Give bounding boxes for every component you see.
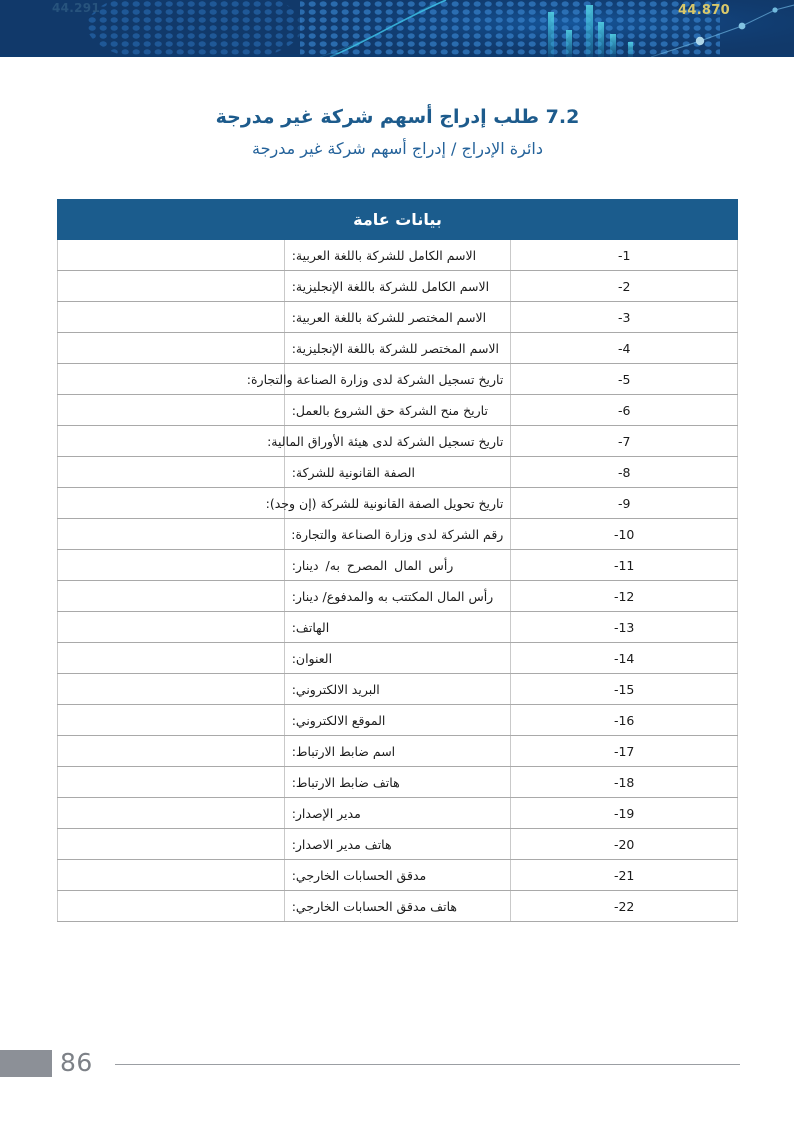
table-row — [58, 271, 738, 302]
field-label: الاسم الكامل للشركة باللغة العربية: — [291, 247, 477, 263]
field-label-cell — [284, 674, 511, 705]
field-value-cell[interactable] — [58, 395, 285, 426]
field-label: تاريخ منح الشركة حق الشروع بالعمل: — [291, 402, 488, 418]
table-row — [58, 395, 738, 426]
table-row — [58, 767, 738, 798]
field-label: الاسم المختصر للشركة باللغة العربية: — [291, 309, 487, 325]
field-value-cell[interactable] — [58, 333, 285, 364]
row-number: -9 — [511, 488, 738, 519]
table-row — [58, 364, 738, 395]
row-number: -8 — [511, 457, 738, 488]
page-title: 7.2 طلب إدراج أسهم شركة غير مدرجة — [215, 106, 580, 128]
field-label: الصفة القانونية للشركة: — [291, 464, 415, 480]
row-number: -16 — [511, 705, 738, 736]
footer-divider-rule — [115, 1064, 740, 1065]
field-label-cell — [284, 519, 511, 550]
page-subtitle: دائرة الإدراج / إدراج أسهم شركة غير مدرجة — [252, 138, 543, 158]
row-number: -14 — [511, 643, 738, 674]
field-value-cell[interactable] — [58, 457, 285, 488]
field-label-cell — [284, 891, 511, 922]
field-label: هاتف مدير الاصدار: — [291, 836, 392, 852]
field-label-cell — [284, 767, 511, 798]
field-value-cell[interactable] — [58, 767, 285, 798]
row-number: -11 — [511, 550, 738, 581]
field-label: البريد الالكتروني: — [291, 681, 380, 697]
row-number: -20 — [511, 829, 738, 860]
field-label: تاريخ تسجيل الشركة لدى وزارة الصناعة والتجارة: — [246, 371, 504, 387]
field-label-cell — [284, 581, 511, 612]
field-label-cell — [265, 488, 511, 519]
field-value-cell[interactable] — [58, 550, 285, 581]
page-footer — [0, 1046, 794, 1086]
row-number: -7 — [511, 426, 738, 457]
field-label: مدقق الحسابات الخارجي: — [291, 867, 427, 883]
banner-graphic — [0, 0, 794, 57]
field-label-cell — [246, 364, 511, 395]
field-value-cell[interactable] — [58, 798, 285, 829]
table-section-header-row — [58, 200, 738, 240]
field-label-cell — [284, 860, 511, 891]
field-label-cell — [284, 271, 511, 302]
field-label-cell — [284, 395, 511, 426]
footer-color-block — [0, 1050, 52, 1077]
field-label: رأس المال المكتتب به والمدفوع/ دينار: — [291, 588, 494, 604]
field-value-cell[interactable] — [58, 519, 285, 550]
row-number: -19 — [511, 798, 738, 829]
field-label-cell — [284, 643, 511, 674]
field-label-cell — [284, 736, 511, 767]
field-label: رأس المال المصرح به/ دينار: — [291, 557, 454, 573]
field-value-cell[interactable] — [58, 240, 285, 271]
field-label-cell — [284, 240, 511, 271]
field-label-cell — [267, 426, 511, 457]
row-number: -5 — [511, 364, 738, 395]
field-value-cell[interactable] — [58, 302, 285, 333]
field-label: تاريخ تسجيل الشركة لدى هيئة الأوراق المالية: — [267, 433, 504, 449]
table-row — [58, 891, 738, 922]
field-value-cell[interactable] — [58, 674, 285, 705]
table-row — [58, 705, 738, 736]
row-number: -18 — [511, 767, 738, 798]
table-row — [58, 519, 738, 550]
table-row — [58, 550, 738, 581]
field-label: الاسم المختصر للشركة باللغة الإنجليزية: — [291, 340, 500, 356]
table-body — [58, 240, 738, 922]
row-number: -13 — [511, 612, 738, 643]
table-row — [58, 643, 738, 674]
field-label-cell — [284, 705, 511, 736]
title-block — [57, 105, 738, 159]
row-number: -10 — [511, 519, 738, 550]
field-label: هاتف مدقق الحسابات الخارجي: — [291, 898, 458, 914]
row-number: -17 — [511, 736, 738, 767]
table-row — [58, 581, 738, 612]
table-row — [58, 457, 738, 488]
field-value-cell[interactable] — [58, 271, 285, 302]
field-label-cell — [284, 302, 511, 333]
row-number: -22 — [511, 891, 738, 922]
banner-left-figure: 44.291 — [52, 1, 101, 15]
field-value-cell[interactable] — [58, 891, 285, 922]
field-value-cell[interactable] — [58, 488, 285, 519]
general-data-form-table — [57, 199, 738, 922]
field-label: هاتف ضابط الارتباط: — [291, 774, 400, 790]
row-number: -21 — [511, 860, 738, 891]
field-label: مدير الإصدار: — [291, 805, 361, 821]
field-label: الموقع الالكتروني: — [291, 712, 386, 728]
field-value-cell[interactable] — [58, 860, 285, 891]
row-number: -1 — [511, 240, 738, 271]
table-row — [58, 736, 738, 767]
table-row — [58, 612, 738, 643]
row-number: -6 — [511, 395, 738, 426]
field-label: العنوان: — [291, 650, 333, 666]
field-label-cell — [284, 798, 511, 829]
field-label-cell — [284, 550, 511, 581]
table-row — [58, 488, 738, 519]
top-banner — [0, 0, 794, 57]
field-label: رقم الشركة لدى وزارة الصناعة والتجارة: — [291, 526, 504, 542]
field-value-cell[interactable] — [58, 581, 285, 612]
field-label-cell — [284, 457, 511, 488]
field-value-cell[interactable] — [58, 426, 285, 457]
row-number: -12 — [511, 581, 738, 612]
section-header-general-data: بيانات عامة — [58, 200, 738, 240]
table-row — [58, 240, 738, 271]
field-label: اسم ضابط الارتباط: — [291, 743, 396, 759]
field-label-cell — [284, 829, 511, 860]
field-value-cell[interactable] — [58, 736, 285, 767]
table-row — [58, 860, 738, 891]
field-label: الهاتف: — [291, 619, 330, 635]
field-value-cell[interactable] — [58, 705, 285, 736]
page-number: 86 — [60, 1048, 93, 1077]
row-number: -4 — [511, 333, 738, 364]
row-number: -15 — [511, 674, 738, 705]
field-label-cell — [284, 333, 511, 364]
table-row — [58, 333, 738, 364]
field-value-cell[interactable] — [58, 612, 285, 643]
table-row — [58, 829, 738, 860]
table-row — [58, 674, 738, 705]
table-row — [58, 302, 738, 333]
table-row — [58, 798, 738, 829]
row-number: -2 — [511, 271, 738, 302]
field-label-cell — [284, 612, 511, 643]
field-value-cell[interactable] — [58, 829, 285, 860]
row-number: -3 — [511, 302, 738, 333]
field-value-cell[interactable] — [58, 643, 285, 674]
field-label: تاريخ تحويل الصفة القانونية للشركة (إن وجد): — [265, 495, 504, 511]
field-label: الاسم الكامل للشركة باللغة الإنجليزية: — [291, 278, 490, 294]
table-row — [58, 426, 738, 457]
banner-right-figure: 44.870 — [678, 3, 730, 18]
